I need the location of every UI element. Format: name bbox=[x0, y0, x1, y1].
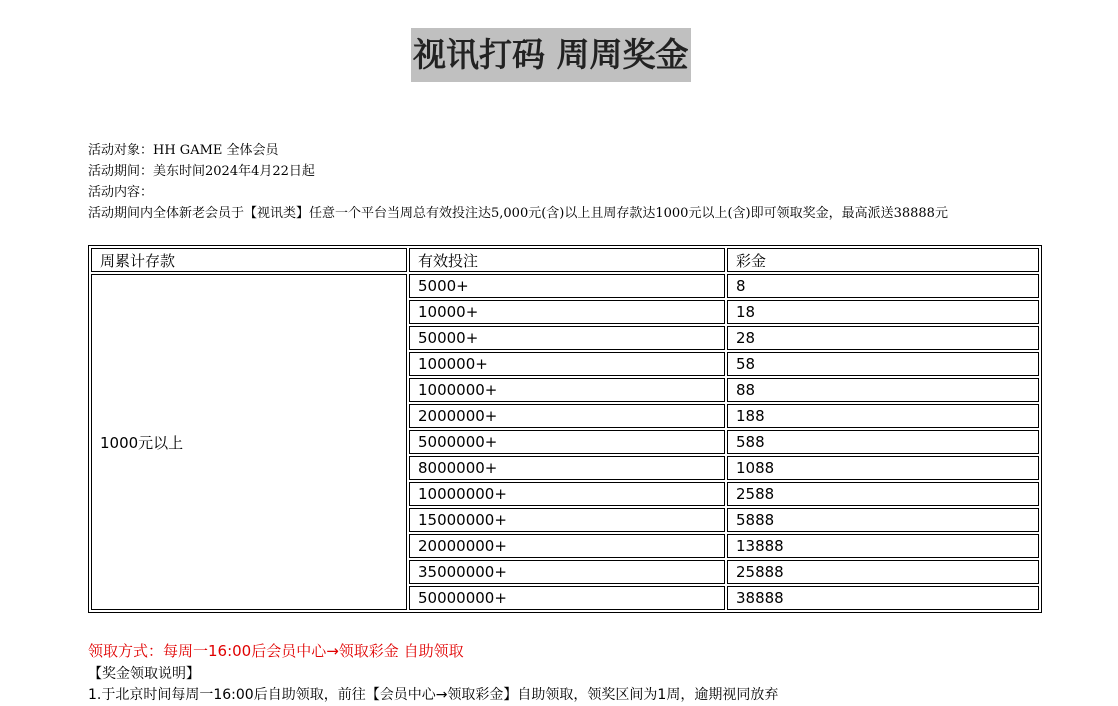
bet-cell: 35000000+ bbox=[409, 560, 725, 584]
bonus-cell: 5888 bbox=[727, 508, 1039, 532]
info-target: 活动对象：HH GAME 全体会员 bbox=[88, 143, 279, 158]
info-description: 活动期间内全体新老会员于【视讯类】任意一个平台当周总有效投注达5,000元(含)以上且周存款达1000元以上(含)即可领取奖金，最高派送38888元 bbox=[88, 206, 948, 221]
notes-heading: 【奖金领取说明】 bbox=[88, 666, 200, 682]
bet-cell: 20000000+ bbox=[409, 534, 725, 558]
page-title: 视讯打码 周周奖金 bbox=[411, 28, 691, 82]
table-row bbox=[91, 274, 1039, 298]
bonus-cell: 88 bbox=[727, 378, 1039, 402]
bet-cell: 100000+ bbox=[409, 352, 725, 376]
bonus-cell: 2588 bbox=[727, 482, 1039, 506]
bonus-cell: 188 bbox=[727, 404, 1039, 428]
bonus-cell: 1088 bbox=[727, 456, 1039, 480]
bonus-cell: 588 bbox=[727, 430, 1039, 454]
bonus-cell: 25888 bbox=[727, 560, 1039, 584]
bet-cell: 50000000+ bbox=[409, 586, 725, 610]
bonus-cell: 58 bbox=[727, 352, 1039, 376]
header-bonus: 彩金 bbox=[727, 248, 1039, 272]
claim-method-text: 领取方式：每周一16:00后会员中心→领取彩金 自助领取 bbox=[88, 642, 464, 660]
bonus-notes bbox=[88, 664, 778, 706]
bonus-cell: 18 bbox=[727, 300, 1039, 324]
info-period: 活动期间：美东时间2024年4月22日起 bbox=[88, 164, 315, 179]
bet-cell: 5000+ bbox=[409, 274, 725, 298]
table-body bbox=[91, 274, 1039, 610]
info-content-label: 活动内容： bbox=[88, 185, 154, 200]
bet-cell: 50000+ bbox=[409, 326, 725, 350]
header-deposit: 周累计存款 bbox=[91, 248, 407, 272]
bet-cell: 10000+ bbox=[409, 300, 725, 324]
bet-cell: 8000000+ bbox=[409, 456, 725, 480]
bonus-cell: 28 bbox=[727, 326, 1039, 350]
bet-cell: 5000000+ bbox=[409, 430, 725, 454]
bet-cell: 10000000+ bbox=[409, 482, 725, 506]
header-bet: 有效投注 bbox=[409, 248, 725, 272]
bonus-cell: 13888 bbox=[727, 534, 1039, 558]
bet-cell: 15000000+ bbox=[409, 508, 725, 532]
bonus-table bbox=[88, 245, 1042, 613]
notes-line-1: 1.于北京时间每周一16:00后自助领取，前往【会员中心→领取彩金】自助领取，领奖区间为1周，逾期视同放弃 bbox=[88, 687, 779, 703]
bonus-cell: 38888 bbox=[727, 586, 1039, 610]
bet-cell: 2000000+ bbox=[409, 404, 725, 428]
bonus-cell: 8 bbox=[727, 274, 1039, 298]
bet-cell: 1000000+ bbox=[409, 378, 725, 402]
promotion-info bbox=[88, 140, 948, 224]
table-header-row bbox=[91, 248, 1039, 272]
deposit-condition-cell: 1000元以上 bbox=[91, 274, 407, 610]
